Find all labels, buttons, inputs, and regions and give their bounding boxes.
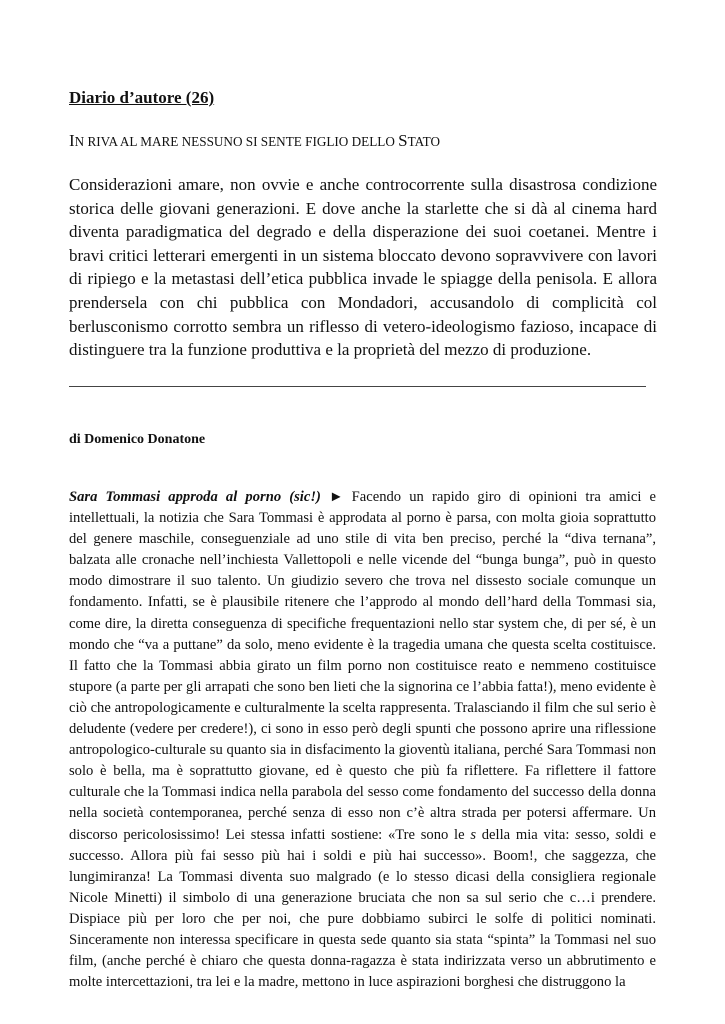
body-text-part2: della mia vita: (476, 826, 576, 843)
title-smallcaps-part: N RIVA AL MARE NESSUNO SI SENTE FIGLIO DELLO (74, 134, 399, 149)
arrow-glyph: ► (320, 489, 352, 505)
body-text-part3: esso, (580, 826, 616, 843)
title-initial-s: S (398, 131, 408, 150)
lead-heading: Sara Tommasi approda al porno (sic!) (69, 489, 321, 505)
body-text-part5: uccesso. Allora più fai sesso più hai i soldi e più hai successo». Boom!, che saggezza, che lungimiranza! La Tommasi diventa suo malgrado (e lo stesso dicasi della consigliera regionale Nicole Minetti) il simbolo di una generazione bruciata che non sa sul serio che c…i prendere. Dispiace più per loro che per noi, che pure dobbiamo subirci le solfe di politici nominati. Sinceramente non interessa specificare in questa sede quanto sia stata “spinta” la Tommasi nel suo film, (anche perché è chiaro che questa donna-ragazza è stata indirizzata verso un abbrutimento e molte intercettazioni, tra lei e la madre, mettono in luce aspirazioni borghesi che distruggono la (69, 847, 656, 991)
author-byline: di Domenico Donatone (69, 432, 206, 447)
body-italic-s3: s (615, 826, 622, 843)
series-title: Diario d’autore (26) (69, 88, 215, 107)
body-italic-s1: s (470, 826, 477, 843)
abstract-paragraph: Considerazioni amare, non ovvie e anche controcorrente sulla disastrosa condizione storica delle giovani generazioni. E dove anche la starlette che si dà al cinema hard diventa paradigmatica del degrado e della disperazione dei suoi coetanei. Mentre i bravi critici letterari emergenti in un sistema bloccato devono sopravvivere con lavori di ripiego e la metastasi dell’etica pubblica invade le spiagge della penisola. E allora prendersela con chi pubblica con Mondadori, accusandolo di complicità col berlusconismo corrotto sembra un riflesso di vetero-ideologismo fazioso, incapace di distinguere tra la funzione produttiva e la proprietà del mezzo di produzione. (69, 175, 657, 360)
body-paragraph (69, 487, 656, 993)
title-initial-i: I (69, 131, 75, 150)
body-italic-s4: s (69, 847, 75, 864)
article-title (69, 131, 440, 151)
body-text-part4: oldi e (621, 826, 656, 843)
section-divider (69, 386, 646, 387)
title-smallcaps-end: TATO (407, 134, 441, 149)
body-text-part1: Facendo un rapido giro di opinioni tra amici e intellettuali, la notizia che Sara Tommasi è approdata al porno è parsa, con molta gioia soprattutto del genere maschile, conseguenziale ad uno stile di vita ben preciso, perché la “diva ternana”, balzata alle cronache nell’inchiesta Vallettopoli e nelle vicende del “bunga bunga”, può in questo modo dimostrare il suo talento. Un giudizio severo che trova nel dissesto sociale comunque un fondamento. Infatti, se è plausibile ritenere che l’approdo al mondo dell’hard della Tommasi sia, come dire, la diretta conseguenza di specifiche frequentazioni nello star system che, di per sé, è un mondo che “va a puttane” da solo, meno evidente è la tragedia umana che questa scelta costituisce. Il fatto che la Tommasi abbia girato un film porno non costituisce reato e nemmeno costituisce stupore (a parte per gli arrapati che sono ben lieti che la signorina ce l’abbia fatta!), meno evidente è ciò che antropologicamente e culturalmente la scelta rappresenta. Tralasciando il film che sul serio è deludente (vedere per credere!), ci sono in esso però degli spunti che possono aprire una riflessione antropologico-culturale su quanto sia in disfacimento la gioventù italiana, perché Sara Tommasi non solo è bella, ma è soprattutto giovane, ed è questo che più fa riflettere. Fa riflettere il fattore culturale che la Tommasi indica nella parabola del sesso come fondamento del successo della donna nella società contemporanea, perché senza di esso non c’è altra strada per potersi affermare. Un discorso pericolosissimo! Lei stessa infatti sostiene: «Tre sono le (69, 489, 657, 843)
body-italic-s2: s (575, 826, 581, 843)
